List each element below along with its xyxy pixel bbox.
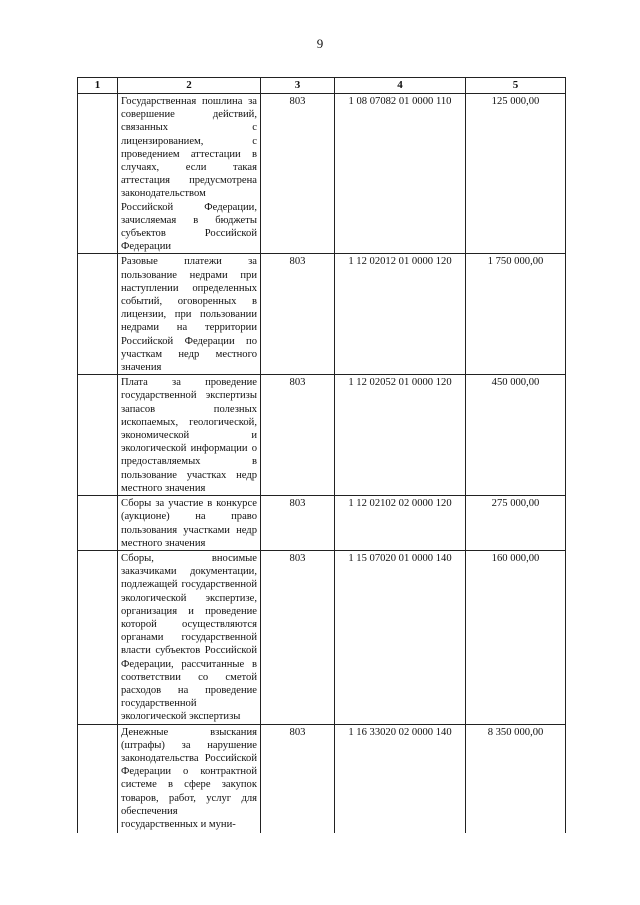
revenue-name-cell: Сборы за участие в конкурсе (аукционе) на право пользования участками недр местного значения xyxy=(118,496,261,551)
revenue-name-cell: Государственная пошлина за совершение действий, связанных с лицензированием, с проведением аттестации в случаях, если такая аттестация предусмотрена законодательством Российской Федерации, зачисляемая в бюджеты субъектов Российской Федерации xyxy=(118,94,261,254)
table-row xyxy=(78,254,566,375)
header-col-1: 1 xyxy=(78,78,118,94)
amount-cell: 1 750 000,00 xyxy=(466,254,566,375)
budget-code-cell: 1 12 02052 01 0000 120 xyxy=(335,375,466,496)
table-row xyxy=(78,375,566,496)
amount-cell: 160 000,00 xyxy=(466,550,566,724)
budget-code-cell: 1 12 02102 02 0000 120 xyxy=(335,496,466,551)
header-col-4: 4 xyxy=(335,78,466,94)
revenue-name-cell: Разовые платежи за пользование недрами при наступлении определенных событий, оговоренных в лицензии, при пользовании недрами на территории Российской Федерации по участкам недр местного значения xyxy=(118,254,261,375)
revenue-name-cell: Денежные взыскания (штрафы) за нарушение законодательства Российской Федерации о контрактной системе в сфере закупок товаров, работ, услуг для обеспечения государственных и муни- xyxy=(118,724,261,833)
header-col-5: 5 xyxy=(466,78,566,94)
row-index-cell xyxy=(78,254,118,375)
admin-code-cell: 803 xyxy=(261,254,335,375)
table-row xyxy=(78,724,566,833)
row-index-cell xyxy=(78,496,118,551)
row-index-cell xyxy=(78,724,118,833)
budget-code-cell: 1 12 02012 01 0000 120 xyxy=(335,254,466,375)
budget-code-cell: 1 16 33020 02 0000 140 xyxy=(335,724,466,833)
admin-code-cell: 803 xyxy=(261,94,335,254)
table-header-row xyxy=(78,78,566,94)
header-col-3: 3 xyxy=(261,78,335,94)
table-row xyxy=(78,496,566,551)
amount-cell: 275 000,00 xyxy=(466,496,566,551)
amount-cell: 8 350 000,00 xyxy=(466,724,566,833)
admin-code-cell: 803 xyxy=(261,375,335,496)
revenue-table xyxy=(77,77,566,833)
revenue-name-cell: Сборы, вносимые заказчиками документации, подлежащей государственной экологической экспертизе, организация и проведение которой осуществляются органами государственной власти субъектов Российской Федерации, рассчитанные в соответствии со сметой расходов на проведение государственной экологической экспертизы xyxy=(118,550,261,724)
table-row xyxy=(78,550,566,724)
row-index-cell xyxy=(78,375,118,496)
budget-code-cell: 1 08 07082 01 0000 110 xyxy=(335,94,466,254)
row-index-cell xyxy=(78,94,118,254)
amount-cell: 125 000,00 xyxy=(466,94,566,254)
row-index-cell xyxy=(78,550,118,724)
header-col-2: 2 xyxy=(118,78,261,94)
admin-code-cell: 803 xyxy=(261,550,335,724)
budget-code-cell: 1 15 07020 01 0000 140 xyxy=(335,550,466,724)
revenue-name-cell: Плата за проведение государственной экспертизы запасов полезных ископаемых, геологической, экономической и экологической информации о предоставляемых в пользование участках недр местного значения xyxy=(118,375,261,496)
page-number: 9 xyxy=(316,36,324,51)
admin-code-cell: 803 xyxy=(261,724,335,833)
admin-code-cell: 803 xyxy=(261,496,335,551)
table-row xyxy=(78,94,566,254)
amount-cell: 450 000,00 xyxy=(466,375,566,496)
